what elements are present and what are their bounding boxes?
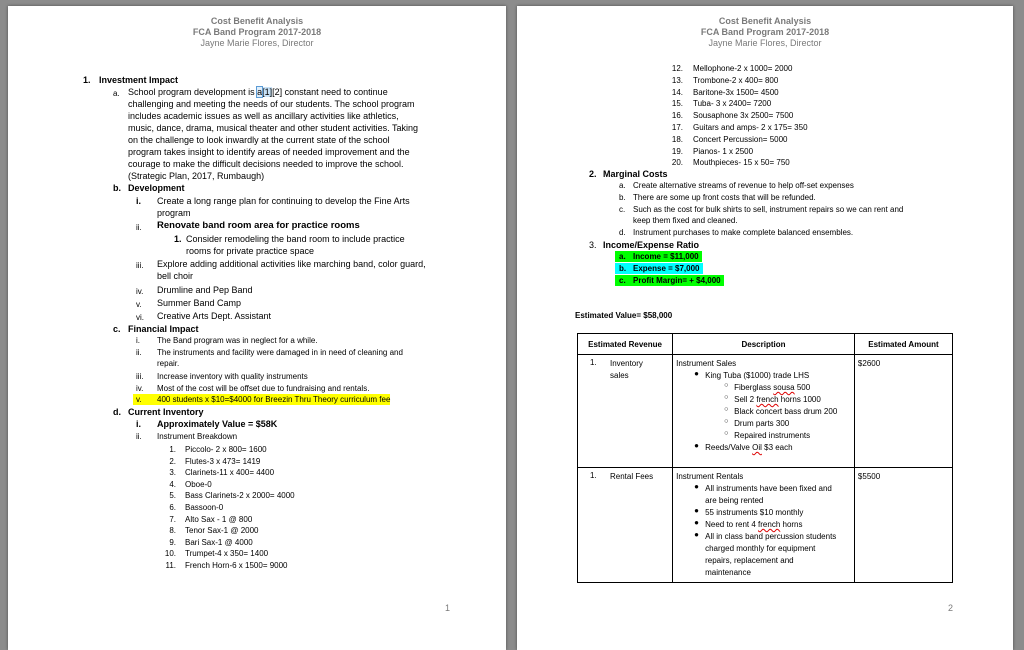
mc-b-line-1: There are some up front costs that will be refunded. <box>633 193 816 202</box>
fin-iv-line-1: Most of the cost will be offset due to fundraising and rentals. <box>157 384 370 393</box>
inventory-item-marker: 1. <box>169 445 176 454</box>
dev-iii-marker: iii. <box>136 261 144 270</box>
item-a-marker: a. <box>113 89 120 98</box>
inventory-item: Guitars and amps- 2 x 175= 350 <box>693 123 808 132</box>
instrument-breakdown: Instrument Breakdown <box>157 432 238 441</box>
inventory-title: Current Inventory <box>128 407 204 417</box>
inventory-item: Trombone-2 x 400= 800 <box>693 75 779 85</box>
inv-i-marker: i. <box>136 419 142 429</box>
inventory-item: Baritone-3x 1500= 4500 <box>693 87 779 97</box>
inventory-item-marker: 19. <box>671 146 683 156</box>
income-highlight: a. Income = $11,000 <box>615 251 702 262</box>
desc-bullet: charged monthly for equipment <box>705 544 816 553</box>
document-page-1 <box>8 6 506 650</box>
fin-iii-marker: iii. <box>136 372 144 381</box>
mc-a-marker: a. <box>619 181 626 190</box>
dev-iii-line-1: Explore adding additional activities like marching band, color guard, <box>157 259 426 269</box>
desc-bullet: are being rented <box>705 496 764 505</box>
mc-d-line-1: Instrument purchases to make complete balanced ensembles. <box>633 228 854 237</box>
inventory-item: Tuba- 3 x 2400= 7200 <box>693 99 772 109</box>
bullet-icon: ● <box>694 369 699 378</box>
inventory-item: Alto Sax - 1 @ 800 <box>185 514 253 524</box>
inventory-item-marker: 2. <box>169 456 176 466</box>
para-line-6: program takes insight to identify areas of needed improvement and the <box>128 147 410 157</box>
header-director: Jayne Marie Flores, Director <box>708 38 822 48</box>
mc-d-marker: d. <box>619 228 626 237</box>
fin-i-marker: i. <box>136 336 140 345</box>
item-c-marker: c. <box>113 324 121 334</box>
section-2-title: Marginal Costs <box>603 169 668 179</box>
dev-i-marker: i. <box>136 196 142 206</box>
fin-ii-line-1: The instruments and facility were damaged in in need of cleaning and <box>157 348 403 357</box>
inventory-item: Mellophone-2 x 1000= 2000 <box>693 64 793 73</box>
page-header <box>517 16 1013 49</box>
item-b-marker: b. <box>113 183 121 193</box>
circle-bullet-icon: ○ <box>724 418 729 425</box>
circle-bullet-icon: ○ <box>724 430 729 437</box>
desc-bullet: 55 instruments $10 monthly <box>705 508 804 517</box>
para-line-1: School program development is a[1][2] constant need to continue <box>128 87 388 97</box>
inventory-item-marker: 3. <box>169 468 176 478</box>
estimated-value: Estimated Value= $58,000 <box>575 311 673 320</box>
financial-title: Financial Impact <box>128 324 199 334</box>
inventory-item-marker: 11. <box>165 561 176 570</box>
circle-bullet-icon: ○ <box>724 382 729 389</box>
inventory-item: French Horn-6 x 1500= 9000 <box>185 561 288 570</box>
inventory-item: Flutes-3 x 473= 1419 <box>185 456 261 466</box>
income-value: Income = $11,000 <box>633 252 699 261</box>
dev-v-line-1: Summer Band Camp <box>157 298 242 308</box>
inventory-item: Bass Clarinets-2 x 2000= 4000 <box>185 491 295 501</box>
item-d-marker: d. <box>113 407 121 417</box>
revenue-cell <box>578 468 673 583</box>
inventory-item: Concert Percussion= 5000 <box>693 134 788 144</box>
document-page-2 <box>517 6 1013 650</box>
expense-highlight: b. Expense = $7,000 <box>615 263 703 274</box>
desc-bullet: maintenance <box>705 568 751 577</box>
col-description: Description <box>673 334 855 355</box>
para-line-7: courage to make the difficult decisions needed to improve the school. <box>128 159 404 169</box>
desc-bullet: Reeds/Valve Oil $3 each <box>705 443 793 452</box>
amount-cell <box>854 355 952 468</box>
page-number: 1 <box>444 603 450 613</box>
dev-vi-line-1: Creative Arts Dept. Assistant <box>157 311 272 321</box>
desc-bullet: All instruments have been fixed and <box>705 484 832 493</box>
section-3-title: Income/Expense Ratio <box>603 240 700 250</box>
inventory-item-marker: 17. <box>671 123 683 132</box>
page-number: 2 <box>947 603 953 613</box>
bullet-icon: ● <box>694 518 699 527</box>
revenue-cell <box>578 355 673 468</box>
dev-i-line-2: program <box>157 208 191 218</box>
header-title: Cost Benefit Analysis <box>718 16 812 26</box>
amount-value: $2600 <box>857 359 881 368</box>
dev-ii-sub-marker: 1. <box>174 234 182 244</box>
section-1-title: Investment Impact <box>99 75 179 85</box>
para-line-5: on the challenge to look inwardly at the current state of the school <box>128 135 390 145</box>
dev-v-marker: v. <box>136 300 142 309</box>
rev-marker: 1. <box>590 471 597 480</box>
para-line-4: music, dance, drama, musical theater and other student activities. Taking <box>128 123 418 133</box>
fin-v-marker: v. <box>136 395 142 404</box>
mc-b-marker: b. <box>619 193 626 202</box>
inventory-item-marker: 7. <box>169 514 176 524</box>
desc-bullet: King Tuba ($1000) trade LHS <box>705 371 810 380</box>
inventory-item-marker: 4. <box>169 479 176 489</box>
comment-ref-1[interactable]: [1] <box>262 87 273 97</box>
desc-bullet: All in class band percussion students <box>705 532 837 541</box>
description-cell <box>673 355 855 468</box>
desc-title: Instrument Sales <box>676 359 737 368</box>
dev-ii-sub-line-2: rooms for private practice space <box>186 246 315 256</box>
bullet-icon: ● <box>694 482 699 491</box>
inventory-item: Bassoon-0 <box>185 503 224 512</box>
inventory-item: Piccolo- 2 x 800= 1600 <box>185 445 267 454</box>
rev-marker: 1. <box>590 358 597 367</box>
amount-value: $5500 <box>857 472 881 481</box>
rev-line: Inventory <box>610 359 643 368</box>
expense-value: Expense = $7,000 <box>633 264 700 273</box>
dev-iv-line-1: Drumline and Pep Band <box>157 285 253 295</box>
inventory-item-marker: 16. <box>671 111 683 121</box>
fin-iii-line-1: Increase inventory with quality instruments <box>157 372 308 381</box>
approx-value: Approximately Value = $58K <box>157 419 278 429</box>
bullet-icon: ● <box>694 506 699 515</box>
sub-item: Sell 2 french horns 1000 <box>734 395 821 404</box>
inventory-item-marker: 20. <box>671 158 683 168</box>
dev-ii-marker: ii. <box>136 223 142 232</box>
inventory-item: Bari Sax-1 @ 4000 <box>185 537 253 547</box>
inventory-item-marker: 9. <box>169 537 176 547</box>
desc-bullet: repairs, replacement and <box>705 556 794 565</box>
desc-title: Instrument Rentals <box>676 472 744 481</box>
circle-bullet-icon: ○ <box>724 406 729 413</box>
header-program: FCA Band Program 2017-2018 <box>700 27 830 37</box>
revenue-table <box>577 333 953 583</box>
inventory-item-marker: 18. <box>671 134 683 144</box>
table-row <box>578 355 953 468</box>
inventory-item-marker: 6. <box>169 503 176 512</box>
inventory-item: Mouthpieces- 15 x 50= 750 <box>693 158 790 168</box>
fin-v-line-1: 400 students x $10=$4000 for Breezin Thru Theory curriculum fee <box>157 395 391 404</box>
para-line-8: (Strategic Plan, 2017, Rumbaugh) <box>128 171 265 181</box>
mc-c-marker: c. <box>619 205 626 214</box>
sub-item: Repaired instruments <box>734 431 811 440</box>
mc-a-line-1: Create alternative streams of revenue to help off-set expenses <box>633 181 854 190</box>
desc-bullet: Need to rent 4 french horns <box>705 520 803 529</box>
bullet-icon: ● <box>694 530 699 539</box>
para-line-3: includes academic issues as well as ancillary activities like athletics, <box>128 111 399 121</box>
fin-ii-line-2: repair. <box>157 359 180 368</box>
dev-iii-line-2: bell choir <box>157 271 194 281</box>
page-header <box>8 16 506 49</box>
inventory-item-marker: 8. <box>169 526 176 536</box>
mc-c-line-1: Such as the cost for bulk shirts to sell, instrument repairs so we can rent and <box>633 205 904 214</box>
section-3-marker: 3. <box>589 240 597 250</box>
inventory-item-marker: 15. <box>671 99 683 109</box>
col-estimated-revenue: Estimated Revenue <box>578 334 673 355</box>
header-director: Jayne Marie Flores, Director <box>200 38 314 48</box>
fin-i-line-1: The Band program was in neglect for a while. <box>157 336 318 345</box>
rev-line: Rental Fees <box>610 472 654 481</box>
col-estimated-amount: Estimated Amount <box>854 334 952 355</box>
inventory-item: Clarinets-11 x 400= 4400 <box>185 468 275 478</box>
fin-ii-marker: ii. <box>136 348 142 357</box>
dev-vi-marker: vi. <box>136 313 144 322</box>
fin-iv-marker: iv. <box>136 384 144 393</box>
profit-value: Profit Margin= + $4,000 <box>633 276 721 285</box>
sub-item: Black concert bass drum 200 <box>734 407 838 416</box>
inventory-item: Sousaphone 3x 2500= 7500 <box>693 111 794 121</box>
amount-cell <box>854 468 952 583</box>
comment-anchor[interactable]: a <box>257 87 263 97</box>
development-title: Development <box>128 183 185 193</box>
fin-v-highlight <box>133 394 390 405</box>
inventory-item-marker: 13. <box>671 75 683 85</box>
inventory-item-marker: 5. <box>169 491 176 501</box>
rev-line: sales <box>610 371 629 380</box>
circle-bullet-icon: ○ <box>724 394 729 401</box>
inv-ii-marker: ii. <box>136 432 142 441</box>
table-row <box>578 468 953 583</box>
dev-ii-line-1: Renovate band room area for practice rooms <box>157 220 360 231</box>
inventory-item: Pianos- 1 x 2500 <box>693 146 754 156</box>
table-header-row <box>578 334 953 355</box>
bullet-icon: ● <box>694 441 699 450</box>
para-line-2: challenging and meeting the needs of our students. The school program <box>128 99 415 109</box>
inventory-item-marker: 12. <box>671 64 683 73</box>
header-title: Cost Benefit Analysis <box>210 16 304 26</box>
section-1-marker: 1. <box>83 75 91 85</box>
header-program: FCA Band Program 2017-2018 <box>192 27 322 37</box>
inventory-item-marker: 14. <box>671 87 683 97</box>
mc-c-line-2: keep them fixed and cleaned. <box>633 216 738 225</box>
section-2-marker: 2. <box>589 169 597 179</box>
dev-i-line-1: Create a long range plan for continuing to develop the Fine Arts <box>157 196 410 206</box>
profit-highlight: c. Profit Margin= + $4,000 <box>615 275 724 286</box>
inventory-item: Tenor Sax-1 @ 2000 <box>185 526 259 536</box>
inventory-item-marker: 10. <box>164 549 176 559</box>
dev-iv-marker: iv. <box>136 287 144 296</box>
inventory-item: Oboe-0 <box>185 479 212 489</box>
dev-ii-sub-line-1: Consider remodeling the band room to include practice <box>186 234 405 244</box>
inventory-item: Trumpet-4 x 350= 1400 <box>185 549 269 559</box>
sub-item: Fiberglass sousa 500 <box>734 383 811 392</box>
sub-item: Drum parts 300 <box>734 419 790 428</box>
description-cell <box>673 468 855 583</box>
